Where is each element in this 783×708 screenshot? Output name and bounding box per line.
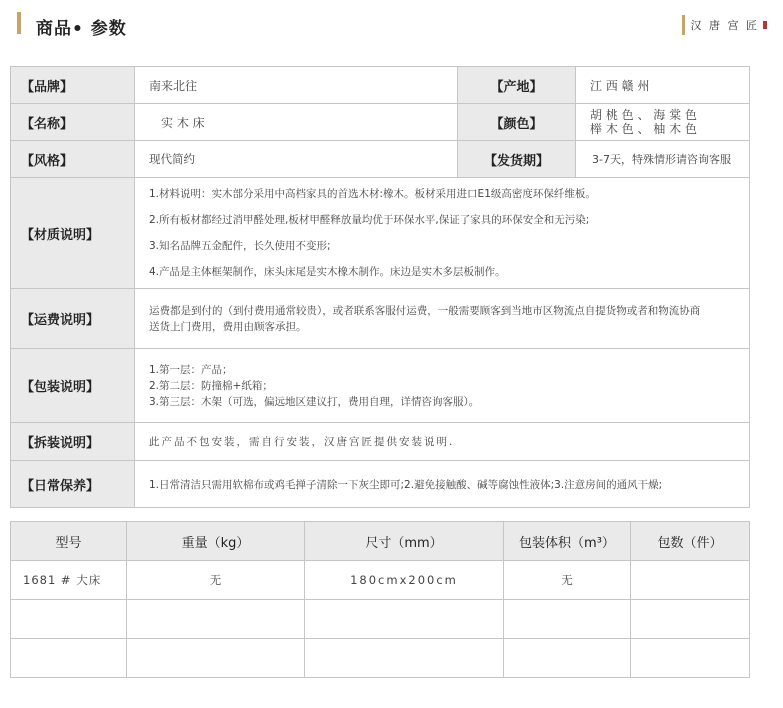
color-line-2: 榉 木 色 、 柚 木 色 [590, 122, 697, 136]
material-line: 4.产品是主体框架制作，床头床尾是实木橡木制作。床边是实木多层板制作。 [149, 266, 506, 278]
size-cell: 180cmx200cm [305, 561, 504, 600]
spec-row-material [11, 178, 750, 289]
size-col-header: 尺寸（mm） [305, 522, 504, 561]
packages-cell [631, 600, 750, 639]
origin-value: 江 西 赣 州 [576, 67, 750, 104]
size-cell [305, 639, 504, 678]
assembly-value: 此产品不包安装，需自行安装，汉唐宫匠提供安装说明. [135, 423, 750, 461]
style-label: 【风格】 [11, 141, 135, 178]
freight-value [135, 289, 750, 349]
packages-col-header: 包数（件） [631, 522, 750, 561]
model-col-header: 型号 [11, 522, 127, 561]
material-value [135, 178, 750, 289]
spec-row-brand [11, 67, 750, 104]
packing-value [135, 349, 750, 423]
table-row [11, 600, 750, 639]
material-line: 1.材料说明：实木部分采用中高档家具的首选木材:橡木。板材采用进口E1级高密度环保纤维板。 [149, 188, 596, 200]
color-value [576, 104, 750, 141]
freight-label: 【运费说明】 [11, 289, 135, 349]
color-line-1: 胡 桃 色 、 海 棠 色 [590, 108, 697, 122]
assembly-label: 【拆装说明】 [11, 423, 135, 461]
name-label: 【名称】 [11, 104, 135, 141]
header-accent-bar [17, 12, 21, 34]
packing-line: 3.第三层：木架（可选，偏远地区建议打，费用自理，详情咨询客服）。 [149, 395, 480, 408]
weight-cell [127, 639, 305, 678]
name-value: 实 木 床 [135, 104, 458, 141]
color-label: 【颜色】 [458, 104, 576, 141]
table-row [11, 561, 750, 600]
weight-cell [127, 600, 305, 639]
spec-table [10, 66, 750, 508]
packing-line: 2.第二层：防撞棉+纸箱； [149, 379, 273, 392]
spec-row-assembly [11, 423, 750, 461]
spec-row-style [11, 141, 750, 178]
material-line: 3.知名品牌五金配件，长久使用不变形; [149, 240, 331, 252]
size-cell [305, 600, 504, 639]
packing-label: 【包装说明】 [11, 349, 135, 423]
packages-cell [631, 561, 750, 600]
packages-cell [631, 639, 750, 678]
freight-line: 送货上门费用，费用由顾客承担。 [149, 320, 307, 333]
volume-cell [504, 600, 631, 639]
ship-value: 3-7天，特殊情形请咨询客服 [576, 141, 750, 178]
material-line: 2.所有板材都经过消甲醛处理,板材甲醛释放量均优于环保水平,保证了家具的环保安全和无污染; [149, 214, 590, 226]
brand-value: 南来北往 [135, 67, 458, 104]
brand-seal-icon [763, 21, 767, 29]
care-value: 1.日常清洁只需用软棉布或鸡毛掸子清除一下灰尘即可;2.避免接触酸、碱等腐蚀性液体;3.注意房间的通风干燥; [135, 461, 750, 508]
model-table [10, 521, 750, 678]
spec-row-packing [11, 349, 750, 423]
material-label: 【材质说明】 [11, 178, 135, 289]
volume-col-header: 包装体积（m³） [504, 522, 631, 561]
page-title: 商品• 参数 [36, 19, 127, 39]
origin-label: 【产地】 [458, 67, 576, 104]
model-cell [11, 639, 127, 678]
model-cell: 1681 # 大床 [11, 561, 127, 600]
weight-col-header: 重量（kg） [127, 522, 305, 561]
volume-cell: 无 [504, 561, 631, 600]
model-cell [11, 600, 127, 639]
brand-accent-bar [682, 15, 685, 35]
spec-row-freight [11, 289, 750, 349]
brand-name: 汉 唐 宫 匠 [690, 19, 759, 32]
packing-line: 1.第一层：产品； [149, 363, 233, 376]
section-header [0, 0, 783, 48]
style-value: 现代简约 [135, 141, 458, 178]
volume-cell [504, 639, 631, 678]
care-label: 【日常保养】 [11, 461, 135, 508]
brand-logo [682, 14, 768, 36]
model-header-row [11, 522, 750, 561]
table-row [11, 639, 750, 678]
brand-label: 【品牌】 [11, 67, 135, 104]
spec-row-care [11, 461, 750, 508]
weight-cell: 无 [127, 561, 305, 600]
freight-line: 运费都是到付的（到付费用通常较贵），或者联系客服付运费，一般需要顾客到当地市区物流点自提货物或者和物流协商 [149, 304, 701, 317]
spec-row-name [11, 104, 750, 141]
ship-label: 【发货期】 [458, 141, 576, 178]
